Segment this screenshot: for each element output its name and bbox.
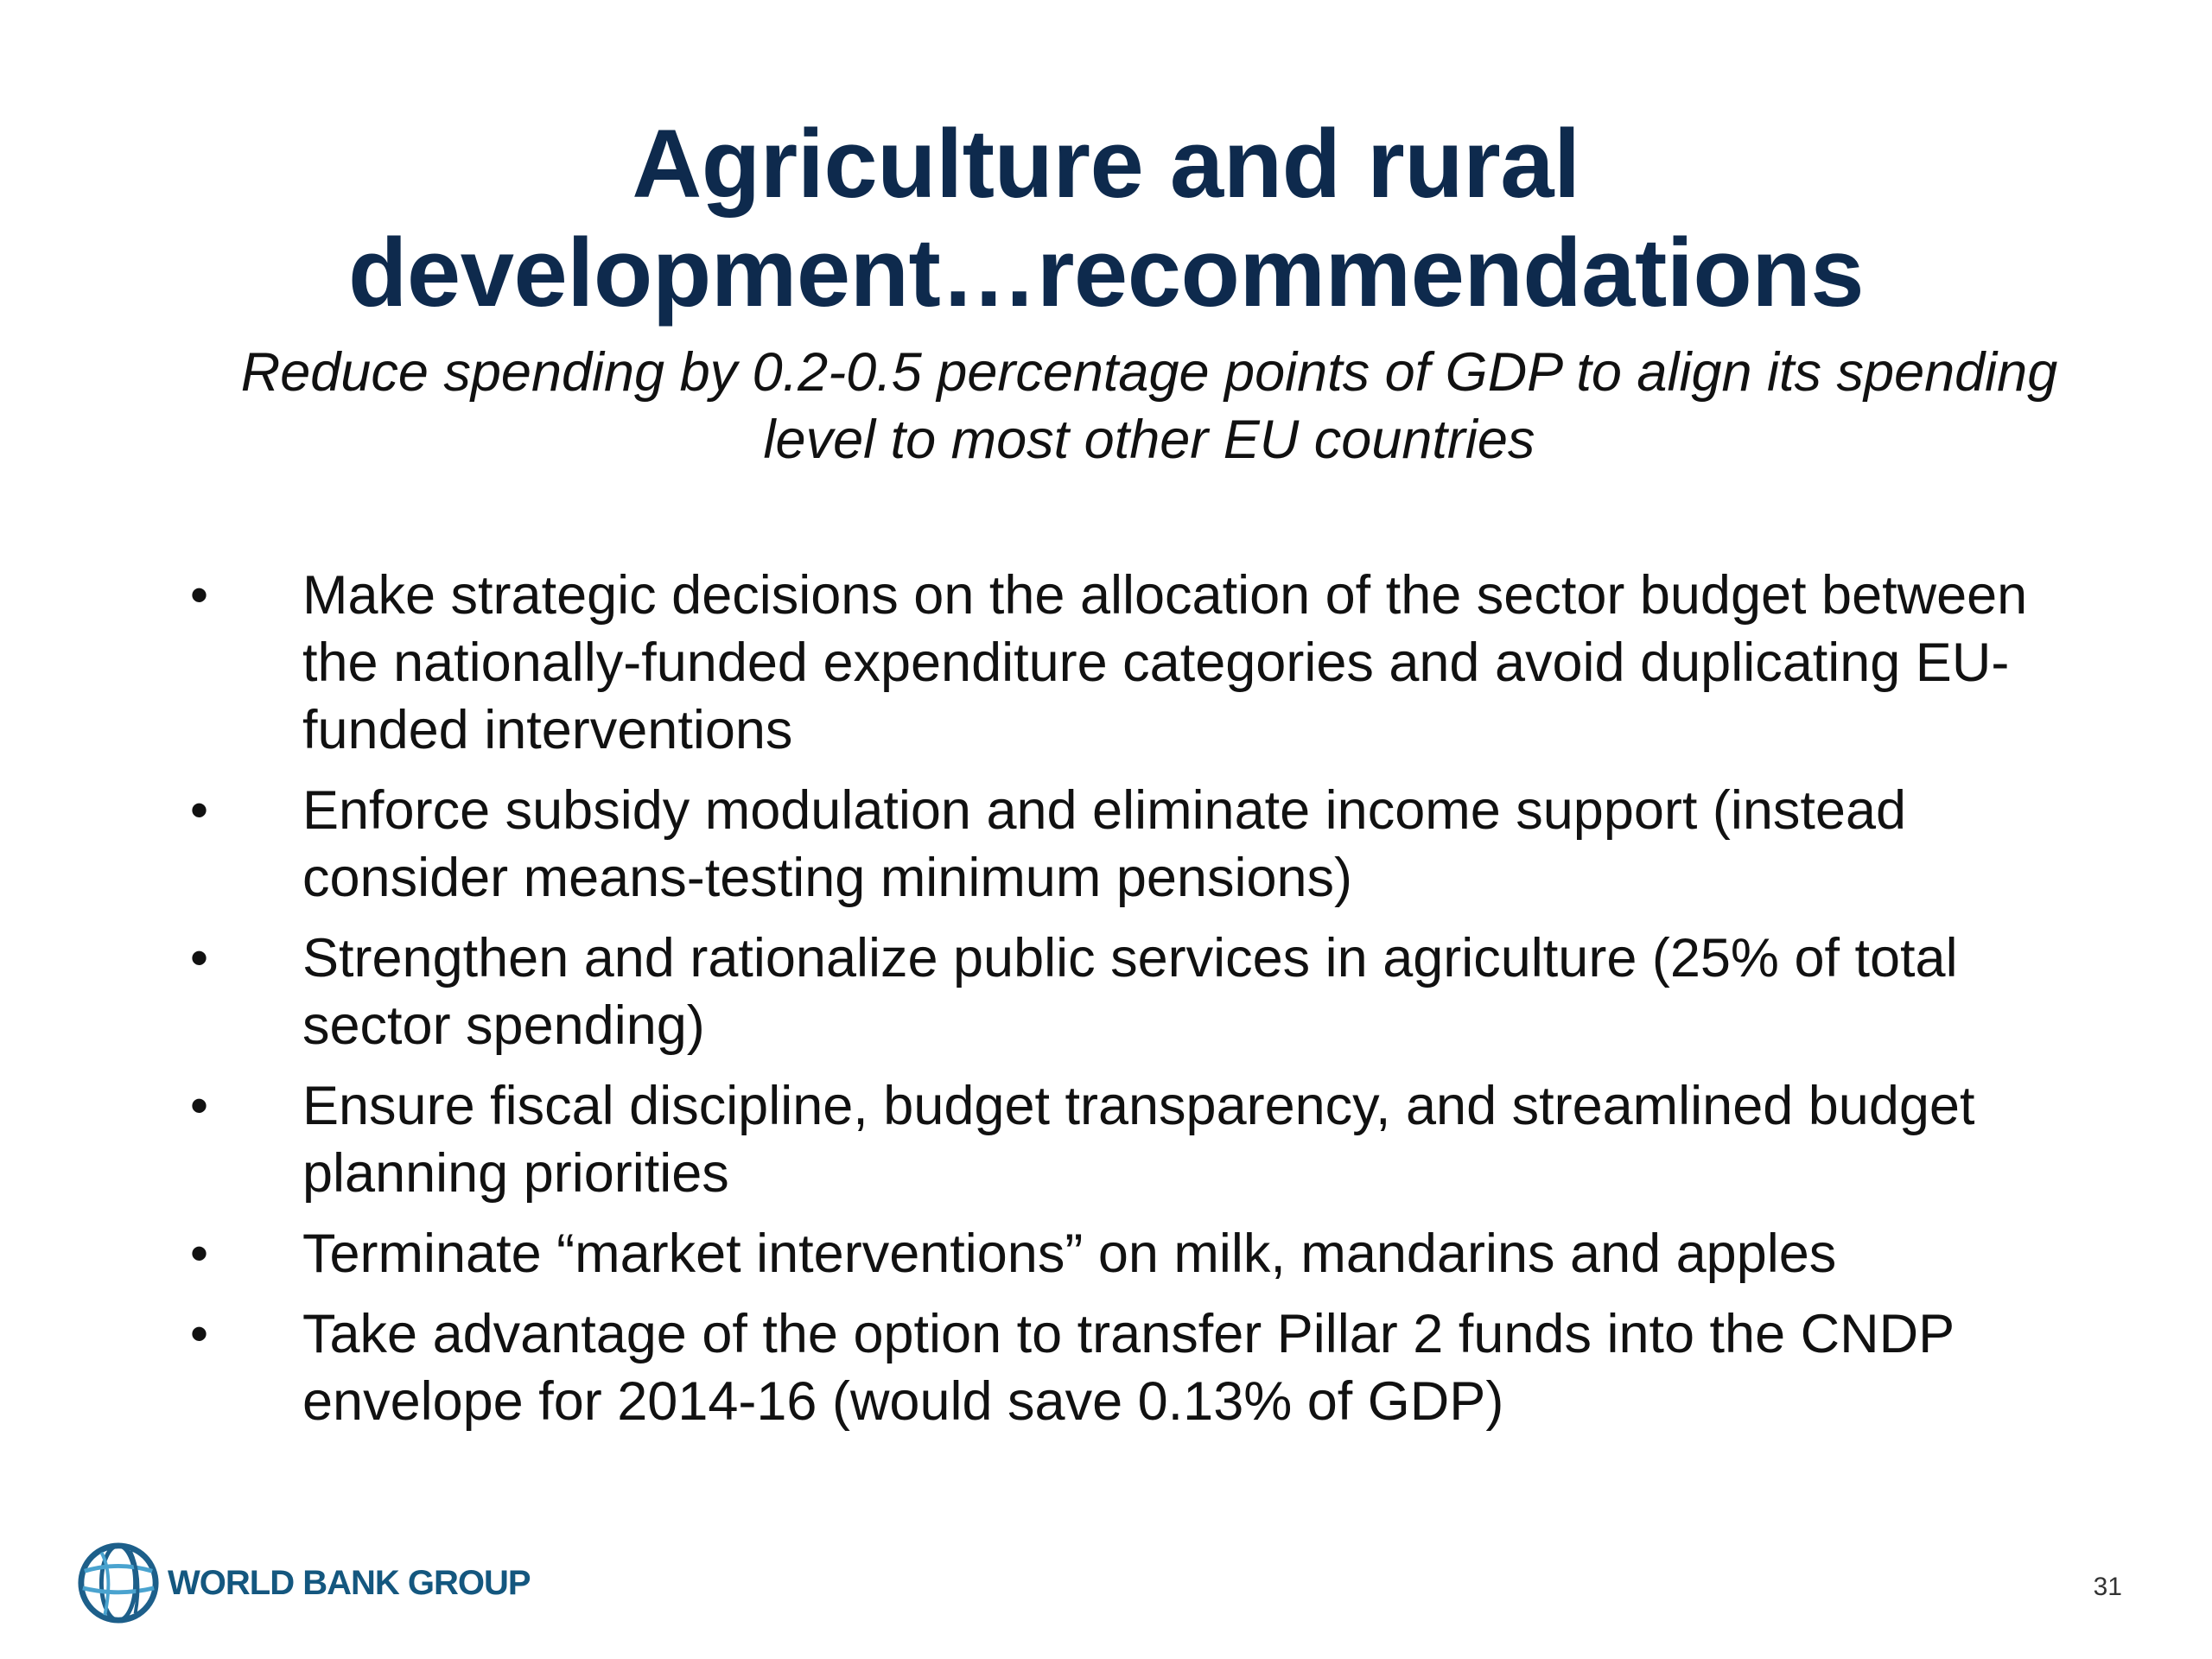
list-item <box>0 1220 2212 1287</box>
bullet-text <box>302 1300 2108 1435</box>
bullet-line: consider means-testing minimum pensions) <box>302 848 1352 908</box>
bullet-text <box>302 925 2108 1059</box>
bullet-line: Take advantage of the option to transfer Pillar 2 funds into the CNDP <box>302 1304 1955 1364</box>
bullet-line: the nationally-funded expenditure categories and avoid duplicating EU- <box>302 632 2010 693</box>
page-number: 31 <box>2093 1573 2122 1601</box>
bullet-line: envelope for 2014-16 (would save 0.13% of GDP) <box>302 1371 1504 1432</box>
bullet-line: planning priorities <box>302 1143 729 1204</box>
slide-subtitle-line-2: level to most other EU countries <box>763 410 1535 470</box>
bullet-line: Terminate “market interventions” on milk, mandarins and apples <box>302 1224 1837 1284</box>
bullet-icon: • <box>190 781 209 839</box>
list-item <box>0 1300 2212 1435</box>
list-item <box>0 562 2212 764</box>
bullet-line: Make strategic decisions on the allocation of the sector budget between <box>302 565 2028 626</box>
bullet-icon: • <box>190 1305 209 1363</box>
bullet-text <box>302 777 2108 912</box>
bullet-line: sector spending) <box>302 995 705 1056</box>
slide-subtitle <box>173 339 2126 474</box>
bullet-icon: • <box>190 929 209 987</box>
logo-text: WORLD BANK GROUP <box>168 1563 531 1602</box>
bullet-line: Enforce subsidy modulation and eliminate income support (instead <box>302 780 1907 841</box>
bullet-icon: • <box>190 1224 209 1282</box>
list-item <box>0 925 2212 1059</box>
bullet-line: Ensure fiscal discipline, budget transparency, and streamlined budget <box>302 1076 1975 1136</box>
bullet-icon: • <box>190 566 209 624</box>
globe-icon <box>76 1541 161 1625</box>
bullet-line: Strengthen and rationalize public services in agriculture (25% of total <box>302 928 1958 988</box>
slide-title-line-1: Agriculture and rural <box>632 110 1580 219</box>
recommendations-list <box>0 562 2212 1448</box>
list-item <box>0 1072 2212 1207</box>
list-item <box>0 777 2212 912</box>
slide-title-line-2: development…recommendations <box>348 219 1864 327</box>
bullet-text <box>302 1220 2108 1287</box>
bullet-icon: • <box>190 1077 209 1135</box>
slide-subtitle-line-1: Reduce spending by 0.2-0.5 percentage points of GDP to align its spending <box>240 342 2058 403</box>
bullet-text <box>302 1072 2108 1207</box>
slide-title <box>0 110 2212 327</box>
bullet-text <box>302 562 2108 764</box>
bullet-line: funded interventions <box>302 700 793 760</box>
world-bank-logo <box>76 1540 531 1626</box>
